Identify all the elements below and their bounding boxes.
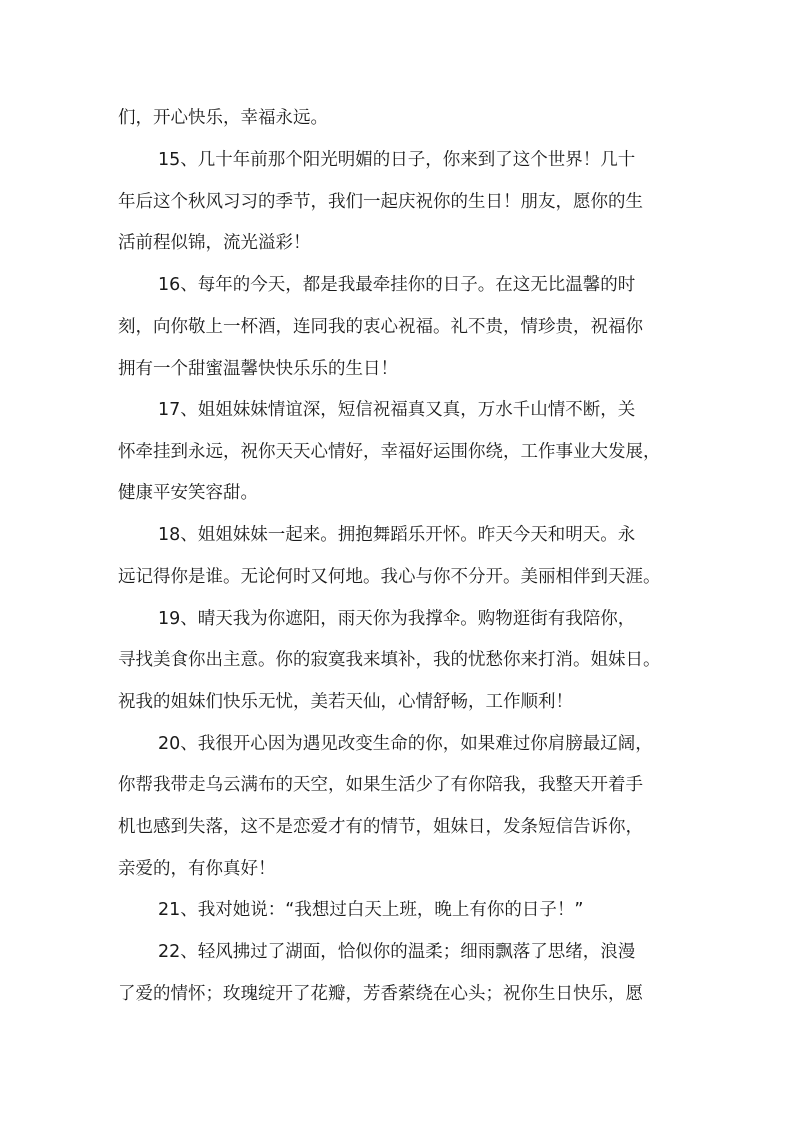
text-line: 19、晴天我为你遮阳，雨天你为我撑伞。购物逛街有我陪你， xyxy=(158,609,636,629)
text-line: 22、轻风拂过了湖面，恰似你的温柔；细雨飘落了思绪，浪漫 xyxy=(158,942,636,962)
text-line: 们，开心快乐，幸福永远。 xyxy=(118,108,328,128)
text-line: 年后这个秋风习习的季节，我们一起庆祝你的生日！朋友，愿你的生 xyxy=(118,192,643,212)
text-line: 17、姐姐妹妹情谊深，短信祝福真又真，万水千山情不断，关 xyxy=(158,400,636,420)
text-line: 拥有一个甜蜜温馨快快乐乐的生日！ xyxy=(118,359,398,379)
text-line: 健康平安笑容甜。 xyxy=(118,483,258,503)
text-line: 机也感到失落，这不是恋爱才有的情节，姐妹日，发条短信告诉你， xyxy=(118,817,643,837)
text-line: 刻，向你敬上一杯酒，连同我的衷心祝福。礼不贵，情珍贵，祝福你 xyxy=(118,317,643,337)
text-line: 15、几十年前那个阳光明媚的日子，你来到了这个世界！几十 xyxy=(158,150,636,170)
text-line: 了爱的情怀；玫瑰绽开了花瓣，芳香萦绕在心头；祝你生日快乐，愿 xyxy=(118,984,643,1004)
text-line: 祝我的姐妹们快乐无忧，美若天仙，心情舒畅，工作顺利！ xyxy=(118,692,573,712)
text-line: 亲爱的，有你真好！ xyxy=(118,859,276,879)
text-line: 18、姐姐妹妹一起来。拥抱舞蹈乐开怀。昨天今天和明天。永 xyxy=(158,525,636,545)
text-line: 20、我很开心因为遇见改变生命的你，如果难过你肩膀最辽阔， xyxy=(158,734,653,754)
text-line: 活前程似锦，流光溢彩！ xyxy=(118,233,311,253)
text-line: 远记得你是谁。无论何时又何地。我心与你不分开。美丽相伴到天涯。 xyxy=(118,567,661,587)
text-line: 21、我对她说：“我想过白天上班，晚上有你的日子！” xyxy=(158,900,584,920)
text-line: 你帮我带走乌云满布的天空，如果生活少了有你陪我，我整天开着手 xyxy=(118,775,643,795)
text-line: 怀牵挂到永远，祝你天天心情好，幸福好运围你绕，工作事业大发展， xyxy=(118,442,661,462)
text-line: 16、每年的今天，都是我最牵挂你的日子。在这无比温馨的时 xyxy=(158,275,636,295)
text-line: 寻找美食你出主意。你的寂寞我来填补，我的忧愁你来打消。姐妹日。 xyxy=(118,650,661,670)
